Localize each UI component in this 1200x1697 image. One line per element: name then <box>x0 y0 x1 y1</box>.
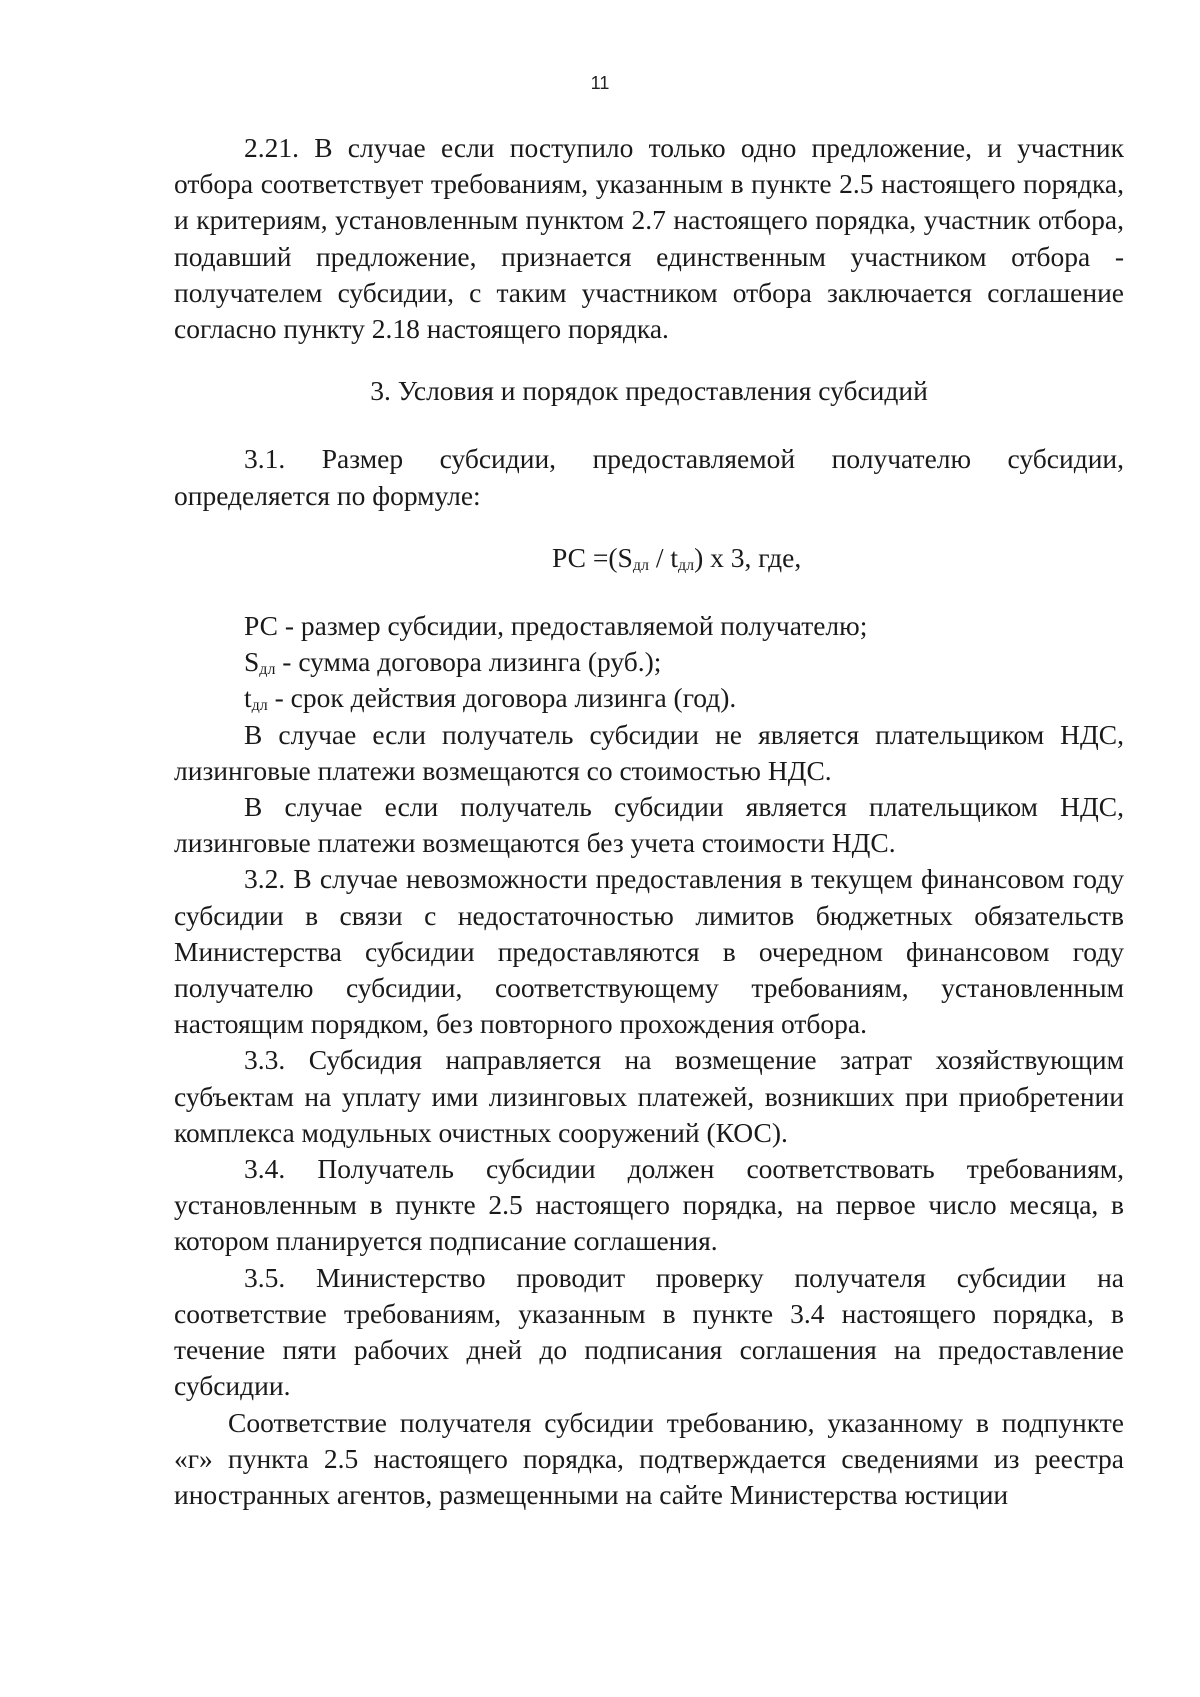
formula-subscript-t: дл <box>677 556 695 574</box>
paragraph-3-1: 3.1. Размер субсидии, предоставляемой получателю субсидии, определяется по формуле: <box>174 443 1124 511</box>
formula-subscript-s: дл <box>632 556 649 574</box>
definition-s-symbol: S <box>244 646 260 678</box>
paragraph-3-4: 3.4. Получатель субсидии должен соответствовать требованиям, установленным в пункте 2.5 настоящего порядка, на первое число месяца, в котором планируется подписание соглашения. <box>174 1153 1124 1257</box>
page-number: 11 <box>590 73 610 93</box>
formula-rhs: ) х 3, где, <box>694 541 802 573</box>
formula-mid: / t <box>648 541 678 573</box>
definition-s-subscript: дл <box>259 661 276 679</box>
paragraph-3-5: 3.5. Министерство проводит проверку получателя субсидии на соответствие требованиям, указанным в пункте 3.4 настоящего порядка, в течение пяти рабочих дней до подписания соглашения на предоставление субсидии. <box>174 1261 1124 1402</box>
paragraph-3-3: 3.3. Субсидия направляется на возмещение затрат хозяйствующим субъектам на уплату ими лизинговых платежей, возникших при приобретении комплекса модульных очистных сооружений (КОС). <box>174 1044 1124 1148</box>
paragraph-vat-payer: В случае если получатель субсидии является плательщиком НДС, лизинговые платежи возмещаются без учета стоимости НДС. <box>174 791 1124 859</box>
paragraph-2-21: 2.21. В случае если поступило только одно предложение, и участник отбора соответствует требованиям, указанным в пункте 2.5 настоящего порядка, и критериям, установленным пунктом 2.7 настоящего порядка, участник отбора, подавший предложение, признается единственным участником отбора - получателем субсидии, с таким участником отбора заключается соглашение согласно пункту 2.18 настоящего порядка. <box>174 132 1124 345</box>
paragraph-not-vat-payer: В случае если получатель субсидии не является плательщиком НДС, лизинговые платежи возмещаются со стоимостью НДС. <box>174 718 1124 786</box>
definition-t-symbol: t <box>244 682 252 714</box>
document-body <box>174 130 1124 1513</box>
definition-t <box>174 680 1124 716</box>
formula-lhs: РС =(S <box>552 541 633 573</box>
definition-t-text: - срок действия договора лизинга (год). <box>267 682 737 714</box>
definition-s <box>174 644 1124 680</box>
paragraph-compliance: Соответствие получателя субсидии требованию, указанному в подпункте «г» пункта 2.5 настоящего порядка, подтверждается сведениями из реестра иностранных агентов, размещенными на сайте Министерства юстиции <box>174 1406 1124 1510</box>
definition-s-text: - сумма договора лизинга (руб.); <box>275 646 662 678</box>
paragraph-3-2: 3.2. В случае невозможности предоставления в текущем финансовом году субсидии в связи с недостаточностью лимитов бюджетных обязательств Министерства субсидии предоставляются в очередном финансовом году получателю субсидии, соответствующему требованиям, установленным настоящим порядком, без повторного прохождения отбора. <box>174 863 1124 1040</box>
definition-pc: РС - размер субсидии, предоставляемой получателю; <box>244 610 868 642</box>
subsidy-formula <box>174 540 1124 576</box>
section-heading: 3. Условия и порядок предоставления субсидий <box>370 375 928 407</box>
definition-t-subscript: дл <box>251 697 268 715</box>
